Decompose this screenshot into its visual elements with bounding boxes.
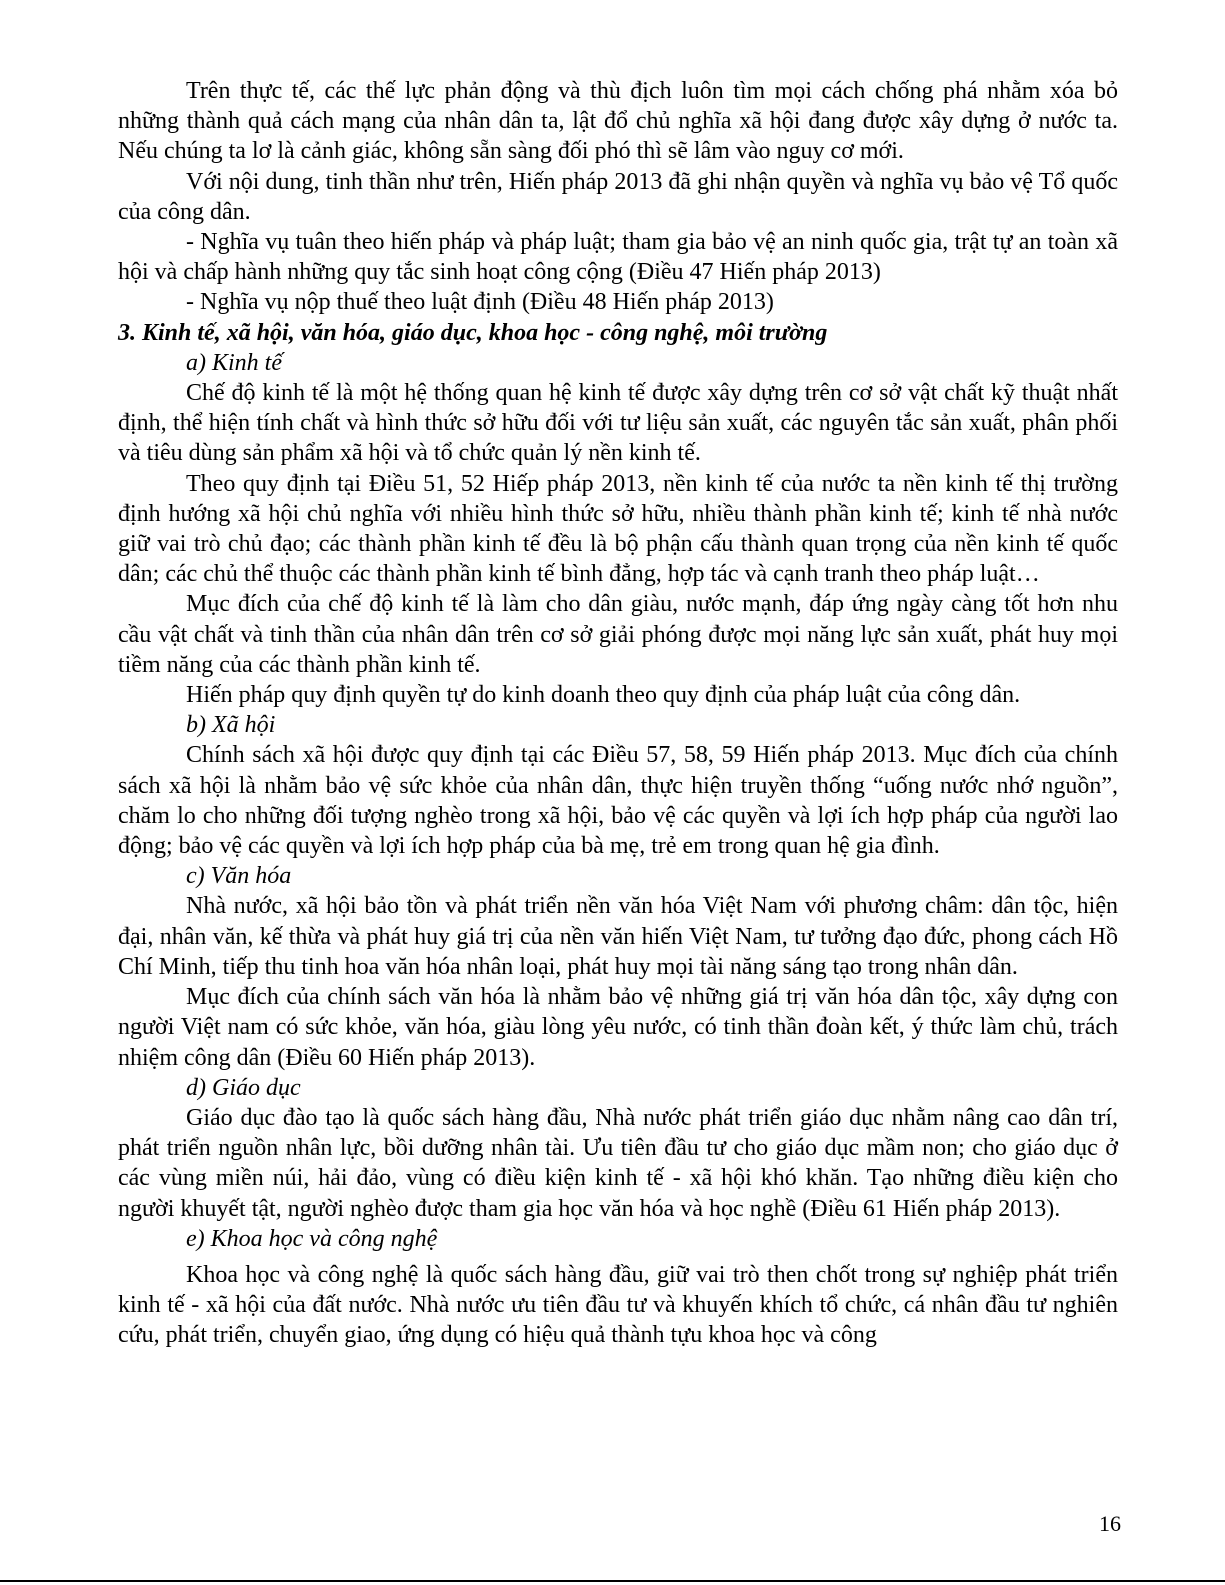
paragraph-economy-regulation: Theo quy định tại Điều 51, 52 Hiếp pháp 2013, nền kinh tế của nước ta nền kinh tế thị trường định hướng xã hội chủ nghĩa với nhiều hình thức sở hữu, nhiều thành phần kinh tế; kinh tế nhà nước giữ vai trò chủ đạo; các thành phần kinh tế đều là bộ phận cấu thành quan trọng của nền kinh tế quốc dân; các chủ thể thuộc các thành phần kinh tế bình đẳng, hợp tác và cạnh tranh theo pháp luật… xyxy=(118,470,1118,588)
page-content xyxy=(118,76,1118,1351)
paragraph-education-policy: Giáo dục đào tạo là quốc sách hàng đầu, Nhà nước phát triển giáo dục nhằm nâng cao dân trí, phát triển nguồn nhân lực, bồi dưỡng nhân tài. Ưu tiên đầu tư cho giáo dục mầm non; cho giáo dục ở các vùng miền núi, hải đảo, vùng có điều kiện kinh tế - xã hội khó khăn. Tạo những điều kiện cho người khuyết tật, người nghèo được tham gia học văn hóa và học nghề (Điều 61 Hiến pháp 2013). xyxy=(118,1104,1118,1222)
paragraph-culture-preservation: Nhà nước, xã hội bảo tồn và phát triển nền văn hóa Việt Nam với phương châm: dân tộc, hiện đại, nhân văn, kế thừa và phát huy giá trị của nền văn hiến Việt Nam, tư tưởng đạo đức, phong cách Hồ Chí Minh, tiếp thu tinh hoa văn hóa nhân loại, phát huy mọi tài năng sáng tạo trong nhân dân. xyxy=(118,893,1118,980)
subheading-education: d) Giáo dục xyxy=(186,1074,301,1101)
paragraph-obligation-tax: - Nghĩa vụ nộp thuế theo luật định (Điều 48 Hiến pháp 2013) xyxy=(186,289,774,316)
subheading-economy: a) Kinh tế xyxy=(186,349,282,376)
paragraph-culture-purpose: Mục đích của chính sách văn hóa là nhằm bảo vệ những giá trị văn hóa dân tộc, xây dựng con người Việt nam có sức khỏe, văn hóa, giàu lòng yêu nước, có tinh thần đoàn kết, ý thức làm chủ, trách nhiệm công dân (Điều 60 Hiến pháp 2013). xyxy=(118,984,1118,1071)
section-heading: 3. Kinh tế, xã hội, văn hóa, giáo dục, khoa học - công nghệ, môi trường xyxy=(118,319,828,346)
paragraph-economy-purpose: Mục đích của chế độ kinh tế là làm cho dân giàu, nước mạnh, đáp ứng ngày càng tốt hơn nhu cầu vật chất và tinh thần của nhân dân trên cơ sở giải phóng được mọi năng lực sản xuất, phát huy mọi tiềm năng của các thành phần kinh tế. xyxy=(118,591,1118,678)
paragraph-constitution-rights: Với nội dung, tinh thần như trên, Hiến pháp 2013 đã ghi nhận quyền và nghĩa vụ bảo vệ Tổ quốc của công dân. xyxy=(118,168,1118,225)
subheading-science: e) Khoa học và công nghệ xyxy=(186,1225,438,1252)
paragraph-threats: Trên thực tế, các thế lực phản động và thù địch luôn tìm mọi cách chống phá nhằm xóa bỏ những thành quả cách mạng của nhân dân ta, lật đổ chủ nghĩa xã hội đang được xây dựng ở nước ta. Nếu chúng ta lơ là cảnh giác, không sẵn sàng đối phó thì sẽ lâm vào nguy cơ mới. xyxy=(118,78,1118,165)
subheading-society: b) Xã hội xyxy=(186,712,276,739)
page-bottom-divider xyxy=(0,1580,1225,1582)
paragraph-economy-definition: Chế độ kinh tế là một hệ thống quan hệ kinh tế được xây dựng trên cơ sở vật chất kỹ thuật nhất định, thể hiện tính chất và hình thức sở hữu đối với tư liệu sản xuất, các nguyên tắc sản xuất, phân phối và tiêu dùng sản phẩm xã hội và tổ chức quản lý nền kinh tế. xyxy=(118,380,1118,467)
subheading-culture: c) Văn hóa xyxy=(186,863,292,890)
paragraph-society-policy: Chính sách xã hội được quy định tại các Điều 57, 58, 59 Hiến pháp 2013. Mục đích của chính sách xã hội là nhằm bảo vệ sức khỏe của nhân dân, thực hiện truyền thống “uống nước nhớ nguồn”, chăm lo cho những đối tượng nghèo trong xã hội, bảo vệ các quyền và lợi ích hợp pháp của người lao động; bảo vệ các quyền và lợi ích hợp pháp của bà mẹ, trẻ em trong quan hệ gia đình. xyxy=(118,742,1118,860)
paragraph-science-policy: Khoa học và công nghệ là quốc sách hàng đầu, giữ vai trò then chốt trong sự nghiệp phát triển kinh tế - xã hội của đất nước. Nhà nước ưu tiên đầu tư và khuyến khích tổ chức, cá nhân đầu tư nghiên cứu, phát triển, chuyển giao, ứng dụng có hiệu quả thành tựu khoa học và công xyxy=(118,1261,1118,1349)
page-number: 16 xyxy=(1099,1511,1121,1536)
paragraph-economy-freedom: Hiến pháp quy định quyền tự do kinh doanh theo quy định của pháp luật của công dân. xyxy=(186,682,1021,709)
paragraph-obligation-law: - Nghĩa vụ tuân theo hiến pháp và pháp luật; tham gia bảo vệ an ninh quốc gia, trật tự an toàn xã hội và chấp hành những quy tắc sinh hoạt công cộng (Điều 47 Hiến pháp 2013) xyxy=(118,229,1118,286)
